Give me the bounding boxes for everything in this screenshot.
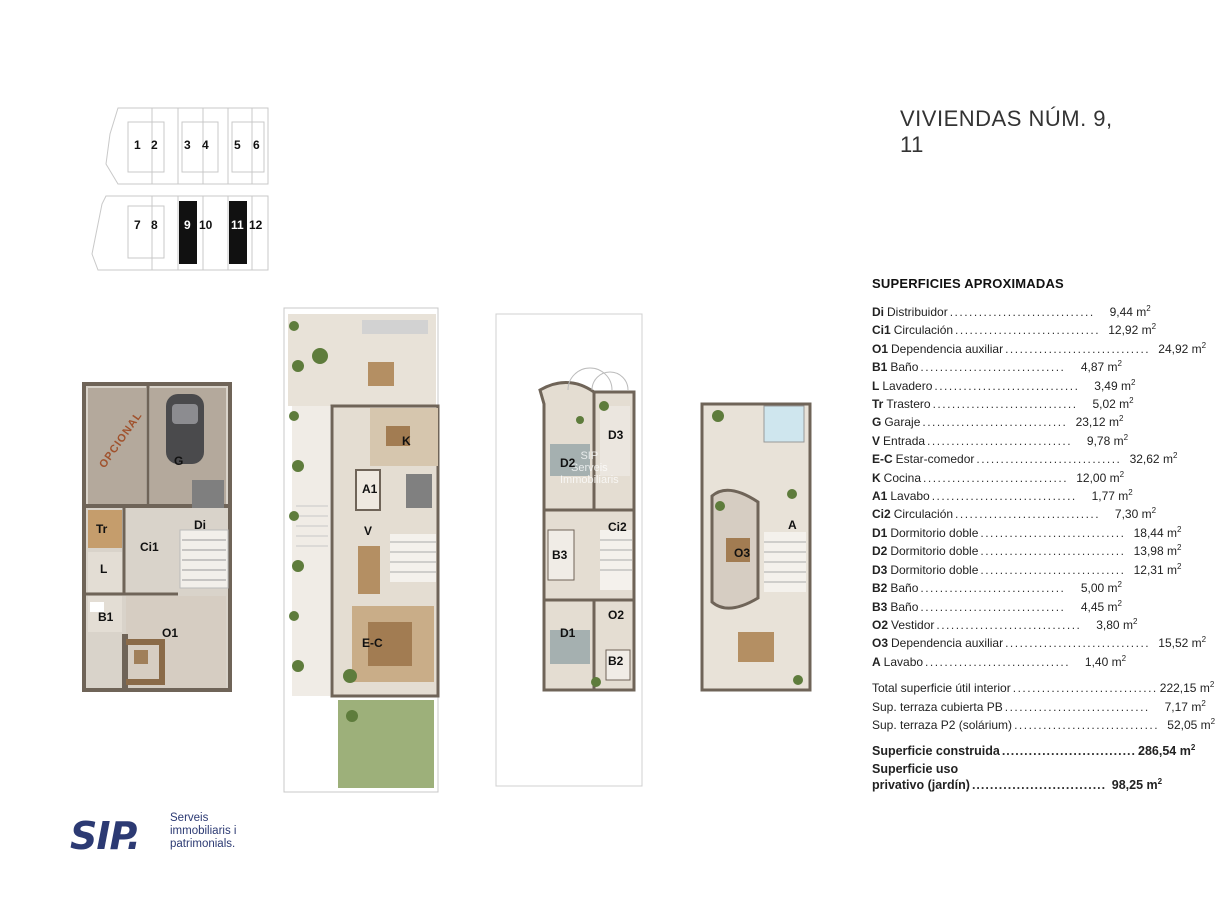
surface-row [872,303,1151,321]
surface-name: Distribuidor [887,305,948,319]
surfaces-heading: SUPERFICIES APROXIMADAS [872,276,1064,291]
lot-9-highlight: 9 [184,218,191,232]
lot-2: 2 [151,138,158,152]
lot-5: 5 [234,138,241,152]
surface-name: Dependencia auxiliar [891,341,1004,356]
surface-row [872,413,1122,431]
leader-dots: .............................. [955,507,1101,522]
private-surface-row [872,776,1163,793]
watermark-line-1: SIP [580,450,599,462]
surface-name: Estar-comedor [895,452,975,467]
leader-dots: .............................. [976,452,1122,467]
surface-value: 4,45 $m^2$ [1080,598,1122,614]
room-label-b2: B2 [608,654,624,668]
surface-value: 12,92 $m^2$ [1108,322,1157,338]
surface-total-name: Sup. terraza cubierta PB [872,699,1003,714]
surface-row [872,598,1122,616]
room-label-b3: B3 [552,548,568,562]
surface-code: G [872,415,882,430]
surface-total-row [872,679,1215,698]
surfaces-rows [872,303,1207,671]
leader-dots: .............................. [920,360,1066,375]
plan-basement [82,382,232,694]
built-surface-row [872,742,1196,759]
leader-dots: .............................. [925,654,1071,669]
leader-dots: .............................. [920,581,1066,596]
lot-10: 10 [199,218,213,232]
surface-code: B3 [872,599,888,614]
room-label-b1: B1 [98,610,114,624]
surface-row [872,469,1125,487]
lot-11-highlight: 11 [231,218,244,232]
sip-logo-text [170,812,236,851]
room-label-e-c: E-C [362,636,383,650]
private-surface-label: privativo (jardín) [872,777,970,792]
surface-value: 15,52 $m^2$ [1158,635,1207,651]
surface-row [872,561,1182,579]
lot-3: 3 [184,138,191,152]
leader-dots: .............................. [1014,718,1160,733]
built-surface-value: 286,54 $m^2$ [1138,742,1196,758]
surface-code: Ci2 [872,507,891,522]
surface-name: Dependencia auxiliar [891,636,1004,651]
room-label-d3: D3 [608,428,624,442]
surface-code: Di [872,305,884,319]
surface-name: Lavadero [882,378,933,393]
surface-row [872,616,1138,634]
room-label-ci2: Ci2 [608,520,627,534]
surface-name: Dormitorio doble [890,544,979,559]
room-label-d1: D1 [560,626,576,640]
surface-name: Circulación [893,507,954,522]
lot-4: 4 [202,138,209,152]
leader-dots: .............................. [980,562,1126,577]
lot-1: 1 [134,138,141,152]
surface-code: B1 [872,360,888,375]
lot-6: 6 [253,138,260,152]
surface-code: K [872,470,881,485]
surface-row [872,634,1207,652]
surface-code: A [872,654,881,669]
built-surface-label: Superficie construida [872,743,1000,758]
leader-dots: .............................. [927,433,1073,448]
room-label-d2: D2 [560,456,576,470]
surface-value: 32,62 $m^2$ [1129,451,1178,467]
surface-code: O3 [872,636,889,651]
plan-ground-drawing [282,306,440,794]
plan-basement-drawing [82,382,232,694]
room-label-a1: A1 [362,482,378,496]
plan-roof [698,402,814,694]
surface-total-value: 222,15 $m^2$ [1159,680,1215,696]
surface-name: Entrada [883,433,926,448]
surface-code: D3 [872,562,888,577]
room-label-o3: O3 [734,546,751,560]
surface-total-row [872,716,1215,735]
surface-row [872,653,1127,671]
private-surface-value: 98,25 $m^2$ [1111,776,1163,792]
surface-code: O1 [872,341,889,356]
surface-total-value: 52,05 $m^2$ [1167,717,1215,733]
surface-row [872,487,1133,505]
lot-12: 12 [249,218,263,232]
room-label-l: L [100,562,108,576]
surface-name: Dormitorio doble [890,525,979,540]
surface-name: Baño [890,360,919,375]
surface-name: Circulación [893,323,954,338]
room-label-tr: Tr [96,522,108,536]
surface-total-value: 7,17 $m^2$ [1164,698,1206,714]
leader-dots: .............................. [922,415,1068,430]
surface-row [872,377,1136,395]
room-label-o2: O2 [608,608,625,622]
surface-row [872,450,1178,468]
lot-8: 8 [151,218,158,232]
surface-row [872,395,1134,413]
surface-code: A1 [872,489,888,504]
surface-name: Vestidor [891,617,935,632]
watermark-line-3: Immobiliaris [560,474,619,486]
logo-line-3: patrimonials. [170,838,236,850]
surface-name: Dormitorio doble [890,562,979,577]
surface-row [872,505,1157,523]
surface-value: 12,00 $m^2$ [1076,469,1125,485]
plan-ground [282,306,440,794]
surface-row [872,579,1122,597]
plan-roof-drawing [698,402,814,694]
leader-dots: .............................. [971,777,1107,792]
page-title: VIVIENDAS NÚM. 9, 11 [900,106,1113,157]
surface-name: Baño [890,599,919,614]
surface-value: 3,80 $m^2$ [1096,616,1138,632]
surface-value: 18,44 $m^2$ [1133,524,1182,540]
surfaces-table [872,276,1215,793]
room-label-k: K [402,434,411,448]
surface-code: B2 [872,581,888,596]
surface-value: 3,49 $m^2$ [1094,377,1136,393]
surface-value: 4,87 $m^2$ [1080,359,1122,375]
surface-row [872,321,1157,339]
leader-dots: .............................. [1004,699,1150,714]
room-label-v: V [364,524,373,538]
surface-code: D2 [872,544,888,559]
surface-value: 9,44 $m^2$ [1109,304,1151,319]
opcional-label: OPCIONAL [97,409,145,471]
private-surface-line-1: Superficie uso [872,761,959,776]
surface-code: E-C [872,452,893,467]
surface-value: 23,12 $m^2$ [1075,414,1124,430]
leader-dots: .............................. [1005,636,1151,651]
leader-dots: .............................. [955,323,1101,338]
room-label-a: A [788,518,797,532]
surface-code: Tr [872,397,884,412]
leader-dots: .............................. [949,305,1095,319]
surface-total-name: Sup. terraza P2 (solárium) [872,718,1013,733]
logo-line-1: Serveis [170,812,209,824]
site-map [88,104,278,274]
surface-value: 5,00 $m^2$ [1080,580,1122,596]
surface-value: 5,02 $m^2$ [1092,396,1134,412]
leader-dots: .............................. [980,525,1126,540]
surface-value: 13,98 $m^2$ [1133,543,1182,559]
surface-name: Baño [890,581,919,596]
surfaces-totals [872,679,1215,735]
surface-code: Ci1 [872,323,891,338]
surface-name: Garaje [884,415,921,430]
surface-row [872,358,1122,376]
lot-7: 7 [134,218,141,232]
leader-dots: .............................. [934,378,1080,393]
plan-first-drawing [494,310,644,790]
surface-row [872,524,1182,542]
leader-dots: .............................. [1012,681,1158,696]
leader-dots: .............................. [1005,341,1151,356]
sip-logo-mark: SIP. [70,814,140,858]
leader-dots: .............................. [932,397,1078,412]
room-label-o1: O1 [162,626,179,640]
surface-code: L [872,378,880,393]
surface-total-name: Total superficie útil interior [872,681,1011,696]
room-label-g: G [174,454,184,468]
leader-dots: .............................. [920,599,1066,614]
surface-value: 9,78 $m^2$ [1086,432,1129,448]
leader-dots: .............................. [936,617,1082,632]
surface-code: D1 [872,525,888,540]
room-label-di: Di [194,518,206,532]
sip-logo [70,814,140,858]
surface-row [872,542,1182,560]
leader-dots: .............................. [980,544,1126,559]
leader-dots: .............................. [1001,743,1136,758]
leader-dots: .............................. [923,470,1069,485]
surface-name: Trastero [886,397,931,412]
room-label-ci1: Ci1 [140,540,159,554]
leader-dots: .............................. [931,489,1077,504]
surface-name: Lavabo [890,489,930,504]
surface-value: 1,40 $m^2$ [1084,653,1127,669]
surface-code: O2 [872,617,889,632]
plan-first [494,310,644,790]
watermark-line-2: Serveis [571,462,608,474]
surface-row [872,432,1129,450]
surface-total-row [872,698,1206,717]
surface-code: V [872,433,881,448]
surface-value: 12,31 $m^2$ [1133,561,1182,577]
surface-name: Cocina [883,470,922,485]
logo-line-2: immobiliaris i [170,825,237,837]
surface-value: 1,77 $m^2$ [1091,488,1133,504]
surface-value: 24,92 $m^2$ [1158,340,1207,356]
surface-row [872,340,1207,358]
surface-name: Lavabo [883,654,924,669]
site-map-outline [88,104,278,274]
surface-value: 7,30 $m^2$ [1114,506,1157,522]
